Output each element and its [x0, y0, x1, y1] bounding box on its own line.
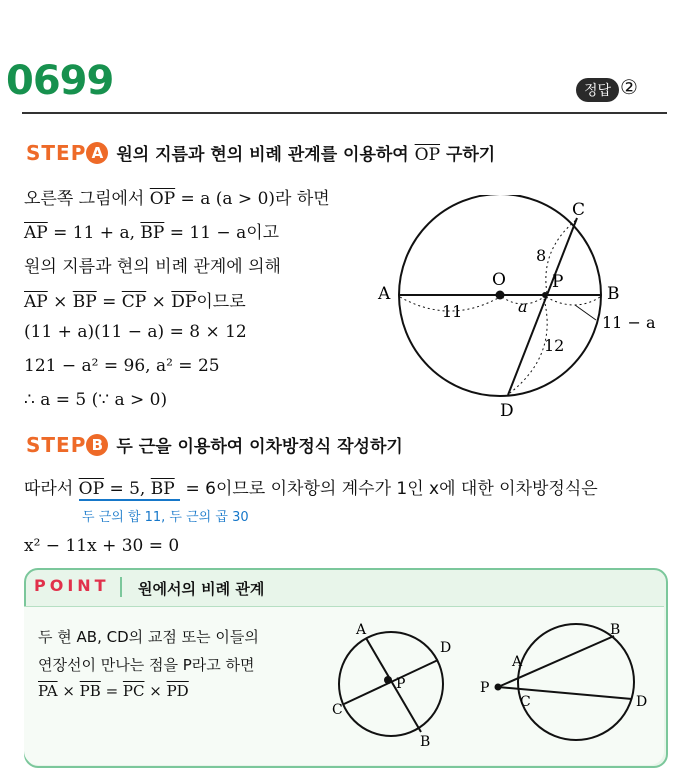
point-divider — [120, 577, 122, 597]
header-divider — [22, 112, 667, 114]
step-b-note: 두 근의 합 11, 두 근의 곱 30 — [82, 510, 249, 525]
label-12: 12 — [544, 336, 565, 355]
step-a-line-1: 오른쪽 그림에서 $\overline{OP} = a$ (a > 0)라 하면 — [24, 189, 330, 209]
point-figure-secants — [476, 614, 664, 754]
svg-text:C: C — [520, 694, 531, 710]
step-a-title: STEP A 원의 지름과 현의 비례 관계를 이용하여 $\overline{OP}$ 구하기 — [26, 141, 496, 165]
step-a-line-5: (11 + a)(11 − a) = 8 × 12 — [24, 322, 247, 342]
point-figure-intersecting-chords — [326, 622, 476, 752]
brace-12 — [510, 299, 547, 393]
label-o: O — [492, 270, 506, 290]
label-11: 11 — [442, 302, 463, 321]
svg-text:D: D — [440, 640, 452, 656]
svg-text:P: P — [396, 676, 406, 692]
problem-number: 0699 — [6, 58, 114, 104]
point-line-3: $\overline{PA} \times \overline{PB} = \overline{PC} \times \overline{PD}$ — [38, 682, 189, 700]
step-b-line-1: 따라서 $\overline{OP} = 5$, $\overline{BP} = 6$이므로 이차항의 계수가 1인 x에 대한 이차방정식은 — [24, 479, 598, 499]
circle-chord-diagram — [370, 195, 670, 420]
step-b-tag: STEP — [26, 433, 87, 457]
svg-text:A: A — [512, 654, 523, 670]
label-b: B — [607, 284, 620, 304]
brace-11-minus-a — [546, 297, 600, 305]
svg-text:P: P — [480, 680, 490, 696]
label-p: P — [552, 272, 564, 292]
step-b-letter: B — [86, 434, 108, 456]
answer-badge: 정답 — [576, 78, 619, 102]
point-title: 원에서의 비례 관계 — [138, 580, 265, 598]
svg-text:B: B — [610, 622, 621, 638]
svg-text:C: C — [332, 702, 343, 718]
step-a-letter: A — [86, 142, 108, 164]
point-line-1: 두 현 AB, CD의 교점 또는 이들의 — [38, 628, 259, 646]
svg-text:A: A — [356, 622, 367, 638]
label-11-minus-a: 11 − a — [602, 313, 656, 332]
point-line-2: 연장선이 만나는 점을 P라고 하면 — [38, 656, 255, 674]
step-a-line-6: 121 − a² = 96, a² = 25 — [24, 356, 220, 376]
step-b-title: STEP B 두 근을 이용하여 이차방정식 작성하기 — [26, 433, 403, 457]
label-seg-a: a — [518, 297, 528, 316]
step-a-line-7: ∴ a = 5 (∵ a > 0) — [24, 390, 168, 410]
svg-text:B: B — [420, 734, 431, 750]
step-a-line-4: $\overline{AP} \times \overline{BP} = \overline{CP} \times \overline{DP}$이므로 — [24, 292, 246, 312]
label-8: 8 — [536, 246, 547, 265]
answer-value: ② — [620, 75, 638, 99]
label-c: C — [572, 200, 586, 220]
step-b-equation: x² − 11x + 30 = 0 — [24, 536, 180, 556]
point-tag: POINT — [34, 576, 110, 595]
svg-text:D: D — [636, 694, 648, 710]
label-a: A — [378, 284, 391, 304]
leader-11-minus-a — [575, 305, 596, 320]
label-d: D — [500, 401, 514, 420]
step-a-line-3: 원의 지름과 현의 비례 관계에 의해 — [24, 257, 281, 277]
step-a-line-2: $\overline{AP} = 11 + a$, $\overline{BP} = 11 - a$이고 — [24, 223, 280, 243]
step-a-tag: STEP — [26, 141, 87, 165]
